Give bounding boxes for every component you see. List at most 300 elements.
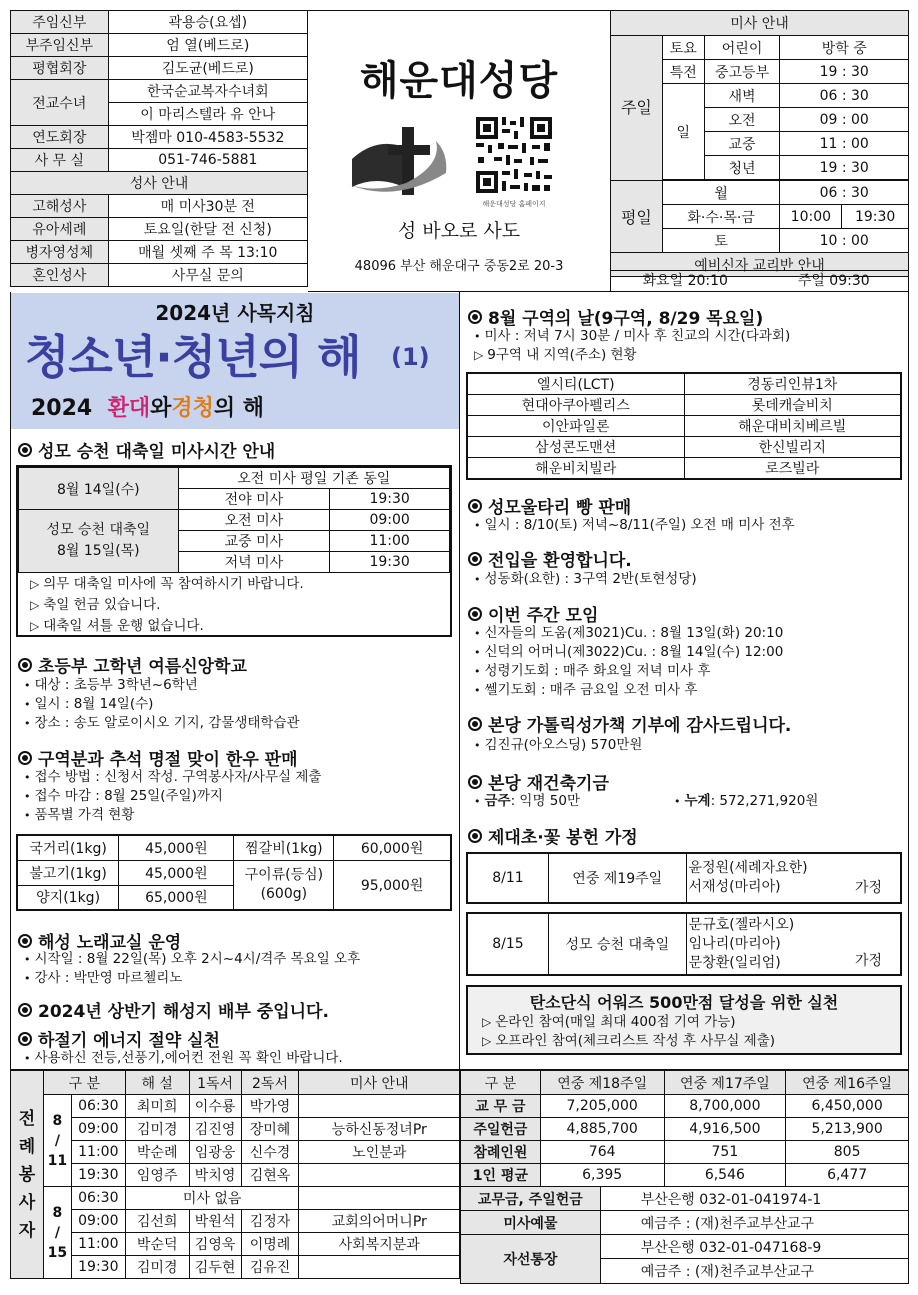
mass-time: 11:00 xyxy=(330,531,450,552)
item-text: 시작일 : 8월 22일(목) 오후 2시~4시/격주 목요일 오후 xyxy=(34,951,361,967)
list-item: • 사용하신 전등,선풍기,에어컨 전원 꼭 확인 바랍니다. xyxy=(24,1050,343,1066)
bank-label: 미사예물 xyxy=(461,1211,601,1235)
mass-time: 19:30 xyxy=(330,552,450,573)
bread-items xyxy=(466,516,795,535)
mass-kind: 중고등부 xyxy=(704,60,780,84)
item-text: 신덕의 어머니(제3022)Cu. : 8월 14일(수) 12:00 xyxy=(484,644,784,660)
item-text: 9구역 내 지역(주소) 현황 xyxy=(487,347,637,363)
altar-table-2 xyxy=(466,912,902,976)
section-summer-school xyxy=(18,652,247,677)
date-cell xyxy=(19,510,179,573)
altar-names xyxy=(686,913,901,975)
weekday-kind: 토 xyxy=(662,229,780,253)
list-item: • 일시 : 8/10(토) 저녁~8/11(주일) 오전 매 미사 전후 xyxy=(474,517,795,533)
item-text: 일시 : 8월 14일(수) xyxy=(34,696,154,712)
feast-name: 성모 승천 대축일 xyxy=(46,522,151,538)
mass-time: 19 : 30 xyxy=(780,60,909,84)
server-time: 06:30 xyxy=(71,1095,125,1118)
bullet-icon xyxy=(468,310,482,324)
finance-value: 6,450,000 xyxy=(786,1095,909,1118)
item-text: 품목별 가격 현황 xyxy=(34,807,135,823)
triangle-icon: ▷ xyxy=(30,598,40,612)
mass-kind: 새벽 xyxy=(704,84,780,108)
list-item xyxy=(468,1013,900,1032)
item-text: 접수 방법 : 신청서 작성. 구역봉사자/사무실 제출 xyxy=(34,769,322,785)
church-logo-icon xyxy=(346,115,456,205)
mass-kind: 교중 xyxy=(704,132,780,156)
server-name: 임영주 xyxy=(125,1164,189,1187)
finance-value: 4,916,500 xyxy=(664,1118,786,1141)
hanwoo-items xyxy=(16,768,321,825)
price-table xyxy=(16,834,452,911)
triangle-icon: ▷ xyxy=(474,348,484,362)
server-time: 09:00 xyxy=(71,1118,125,1141)
energy-items xyxy=(16,1049,343,1068)
section-title: 2024년 상반기 해성지 배부 중입니다. xyxy=(38,1002,329,1022)
item-text: 대상 : 초등부 3학년~6학년 xyxy=(34,677,198,693)
bullet-icon xyxy=(468,717,482,731)
section-title: 제대초·꽃 봉헌 가정 xyxy=(488,828,638,848)
sat-label: 토요 xyxy=(662,36,704,60)
price-value: 60,000원 xyxy=(334,835,451,860)
list-item: • 신덕의 어머니(제3022)Cu. : 8월 14일(수) 12:00 xyxy=(474,644,784,660)
server-name: 박순덕 xyxy=(125,1233,189,1256)
meeting-items xyxy=(466,624,783,700)
finance-label: 주일헌금 xyxy=(461,1118,541,1141)
item-text: 신자들의 도움(제3021)Cu. : 8월 13일(화) 20:10 xyxy=(484,625,784,641)
item-text: 미사 : 저녁 7시 30분 / 미사 후 친교의 시간(다과회) xyxy=(484,328,791,344)
price-value: 65,000원 xyxy=(119,885,234,910)
price-value: 45,000원 xyxy=(119,835,234,860)
mass-time: 19:30 xyxy=(330,489,450,510)
feast-date: 8월 15일(목) xyxy=(56,543,140,559)
church-address: 48096 부산 해운대구 중동2로 20-3 xyxy=(354,259,564,274)
section-fund xyxy=(468,769,609,794)
server-name: 박치영 xyxy=(189,1164,241,1187)
section-title: 전입을 환영합니다. xyxy=(488,551,632,571)
mass-title: 미사 안내 xyxy=(611,11,909,36)
note-item xyxy=(24,596,450,615)
side-char: 자 xyxy=(18,1220,36,1241)
server-name: 김두현 xyxy=(189,1256,241,1279)
triangle-icon: ▷ xyxy=(30,619,40,633)
patron-saint: 성 바오로 사도 xyxy=(397,220,521,242)
server-name: 김정자 xyxy=(241,1210,299,1233)
bank-label: 교무금, 주일헌금 xyxy=(461,1187,601,1211)
server-name: 김선희 xyxy=(125,1210,189,1233)
banner-hospitality: 환대 xyxy=(107,396,151,421)
item-text: 접수 마감 : 8월 25일(주일)까지 xyxy=(34,788,223,804)
list-item xyxy=(466,346,790,365)
server-time: 19:30 xyxy=(71,1256,125,1279)
list-item: • 접수 방법 : 신청서 작성. 구역봉사자/사무실 제출 xyxy=(24,769,322,785)
section-bread xyxy=(468,493,631,518)
server-note: 사회복지분과 xyxy=(299,1233,460,1256)
mass-time: 방학 중 xyxy=(780,36,909,60)
list-item: • 일시 : 8월 14일(수) xyxy=(24,696,154,712)
altar-date: 8/15 xyxy=(467,913,548,975)
finance-label: 교 무 금 xyxy=(461,1095,541,1118)
bank-label: 자선통장 xyxy=(461,1235,601,1284)
price-value: 45,000원 xyxy=(119,860,234,885)
district-cell: 해운비치빌라 xyxy=(467,458,684,480)
il-label: 일 xyxy=(662,84,704,180)
side-char: 봉 xyxy=(18,1164,36,1185)
fund-total-label: 누계 xyxy=(684,793,711,809)
section-title: 8월 구역의 날(9구역, 8/29 목요일) xyxy=(488,309,764,329)
price-item: 불고기(1kg) xyxy=(17,860,119,885)
banner-title: 청소년·청년의 해 xyxy=(25,330,361,384)
bullet-icon xyxy=(468,775,482,789)
sacrament-label: 혼인성사 xyxy=(11,264,109,287)
servers-table xyxy=(10,1070,460,1279)
server-name: 김현옥 xyxy=(241,1164,299,1187)
server-name: 이수룡 xyxy=(189,1095,241,1118)
bullet-icon xyxy=(468,552,482,566)
server-date xyxy=(43,1187,71,1279)
finance-value: 6,546 xyxy=(664,1164,786,1187)
mass-name: 전야 미사 xyxy=(178,489,330,510)
price-item: 찜갈비(1kg) xyxy=(234,835,334,860)
district-cell: 한신빌리지 xyxy=(684,437,901,458)
weekday-time-2: 19:30 xyxy=(842,205,909,229)
altar-family: 가정 xyxy=(854,880,882,896)
info-label: 사 무 실 xyxy=(11,149,109,172)
server-time: 19:30 xyxy=(71,1164,125,1187)
assumption-table xyxy=(18,467,450,573)
district-cell: 삼성콘도맨션 xyxy=(467,437,684,458)
banner-number: (1) xyxy=(391,343,430,371)
finance-value: 6,395 xyxy=(540,1164,664,1187)
finance-head: 연중 제17주일 xyxy=(664,1071,786,1095)
section-altar xyxy=(468,823,638,848)
altar-table-1 xyxy=(466,852,902,904)
mass-kind: 어린이 xyxy=(704,36,780,60)
date-part: / xyxy=(54,1132,60,1149)
info-value: 엄 열(베드로) xyxy=(108,34,307,57)
bullet-icon xyxy=(18,658,32,672)
sacrament-value: 매월 셋째 주 목 13:10 xyxy=(108,241,307,264)
catechumen-tue: 화요일 20:10 xyxy=(642,273,728,289)
mass-time: 06 : 30 xyxy=(780,84,909,108)
district-items xyxy=(466,327,790,365)
server-name: 장미혜 xyxy=(241,1118,299,1141)
note-text: 의무 대축일 미사에 꼭 참여하시기 바랍니다. xyxy=(43,576,304,592)
finance-value: 6,477 xyxy=(786,1164,909,1187)
servers-head: 1독서 xyxy=(189,1071,241,1095)
item-text: 사용하신 전등,선풍기,에어컨 전원 꼭 확인 바랍니다. xyxy=(34,1050,343,1066)
side-char: 사 xyxy=(18,1192,36,1213)
server-note: 능하신동정녀Pr xyxy=(299,1118,460,1141)
bank-table xyxy=(460,1186,909,1284)
server-name: 임광웅 xyxy=(189,1141,241,1164)
server-note: 교회의어머니Pr xyxy=(299,1210,460,1233)
servers-side xyxy=(11,1071,44,1279)
item-text: 강사 : 박만영 마르첼리노 xyxy=(34,970,183,986)
bullet-icon xyxy=(18,443,32,457)
server-time: 06:30 xyxy=(71,1187,125,1210)
finance-table xyxy=(460,1070,909,1187)
bank-holder: 예금주 : (재)천주교부산교구 xyxy=(600,1259,908,1284)
info-value: 051-746-5881 xyxy=(108,149,307,172)
item-text: 성동화(요한) : 3구역 2반(토현성당) xyxy=(484,571,697,587)
qr-code[interactable] xyxy=(474,115,554,195)
finance-value: 7,205,000 xyxy=(540,1095,664,1118)
server-note xyxy=(299,1187,460,1210)
bullet-icon xyxy=(468,607,482,621)
finance-value: 4,885,700 xyxy=(540,1118,664,1141)
mass-kind: 오전 xyxy=(704,108,780,132)
triangle-icon: ▷ xyxy=(30,577,40,591)
note-item xyxy=(24,617,450,636)
bank-holder: 예금주 : (재)천주교부산교구 xyxy=(600,1211,908,1235)
list-item: • 접수 마감 : 8월 25일(주일)까지 xyxy=(24,788,223,804)
assumption-notes xyxy=(18,573,450,636)
server-time: 11:00 xyxy=(71,1141,125,1164)
item-text: 쎌기도회 : 매주 금요일 오전 미사 후 xyxy=(484,682,698,698)
item-text: 장소 : 송도 알로이시오 기지, 감물생태학습관 xyxy=(34,715,300,731)
list-item: • 시작일 : 8월 22일(목) 오후 2시~4시/격주 목요일 오후 xyxy=(24,951,361,967)
price-item-name: 구이류(등심) xyxy=(244,866,324,883)
list-item: • 대상 : 초등부 3학년~6학년 xyxy=(24,677,198,693)
district-cell: 엘시티(LCT) xyxy=(467,373,684,395)
list-item: • 금주: 익명 50만 • 누계: 572,271,920원 xyxy=(474,793,819,809)
sacrament-label: 유아세례 xyxy=(11,218,109,241)
date-part: 11 xyxy=(47,1152,68,1169)
district-table xyxy=(466,372,902,480)
server-name: 김유진 xyxy=(241,1256,299,1279)
bullet-icon xyxy=(18,751,32,765)
assumption-box xyxy=(16,465,452,637)
server-name: 박순례 xyxy=(125,1141,189,1164)
section-hanwoo xyxy=(18,745,298,770)
list-item: • 장소 : 송도 알로이시오 기지, 감물생태학습관 xyxy=(24,715,300,731)
info-value: 박젬마 010-4583-5532 xyxy=(108,126,307,149)
date-cell: 8월 14일(수) xyxy=(19,468,179,510)
sunday-text: 주일 xyxy=(620,98,652,117)
welcome-items xyxy=(466,570,697,589)
item-text: 성령기도회 : 매주 화요일 저녁 미사 후 xyxy=(484,663,711,679)
altar-occasion: 연중 제19주일 xyxy=(548,853,686,903)
finance-value: 764 xyxy=(540,1141,664,1164)
section-hymnal xyxy=(468,711,791,736)
district-cell: 경동리인뷰1차 xyxy=(684,373,901,395)
section-title: 성모 승천 대축일 미사시간 안내 xyxy=(38,442,276,462)
catechumen-sun: 주일 09:30 xyxy=(797,273,870,289)
banner-listening: 경청 xyxy=(171,396,214,421)
sacrament-value: 매 미사30분 전 xyxy=(108,195,307,218)
weekday-time: 10:00 xyxy=(780,205,842,229)
price-item: 양지(1kg) xyxy=(17,885,119,910)
altar-name: 서재성(마리아) xyxy=(688,879,781,895)
altar-family: 가정 xyxy=(854,953,882,969)
item-text: 일시 : 8/10(토) 저녁~8/11(주일) 오전 매 미사 전후 xyxy=(484,517,795,533)
finance-value: 805 xyxy=(786,1141,909,1164)
info-label: 주임신부 xyxy=(11,11,109,34)
mass-time: 11 : 00 xyxy=(780,132,909,156)
district-cell: 현대아쿠아펠리스 xyxy=(467,395,684,416)
section-title: 이번 주간 모임 xyxy=(488,606,599,626)
servers-head: 구 분 xyxy=(43,1071,125,1095)
servers-head: 2독서 xyxy=(241,1071,299,1095)
server-name: 김미경 xyxy=(125,1118,189,1141)
triangle-icon: ▷ xyxy=(482,1015,492,1029)
fund-total-value: : 572,271,920원 xyxy=(710,793,819,809)
server-time: 09:00 xyxy=(71,1210,125,1233)
mass-note: 오전 미사 평일 기존 동일 xyxy=(178,468,449,489)
info-label: 전교수녀 xyxy=(11,80,109,126)
finance-head: 연중 제18주일 xyxy=(540,1071,664,1095)
finance-value: 751 xyxy=(664,1141,786,1164)
server-note: 노인분과 xyxy=(299,1141,460,1164)
server-note xyxy=(299,1095,460,1118)
hymnal-items xyxy=(466,736,642,755)
side-char: 례 xyxy=(18,1136,36,1157)
section-haesung xyxy=(18,997,329,1022)
info-label: 부주임신부 xyxy=(11,34,109,57)
mass-kind: 청년 xyxy=(704,156,780,180)
date-part: / xyxy=(54,1224,60,1241)
section-title: 본당 가톨릭성가책 기부에 감사드립니다. xyxy=(488,716,792,736)
section-energy xyxy=(18,1026,220,1051)
triangle-icon: ▷ xyxy=(482,1034,492,1048)
server-name: 김진영 xyxy=(189,1118,241,1141)
price-value: 95,000원 xyxy=(334,860,451,910)
finance-value: 5,213,900 xyxy=(786,1118,909,1141)
altar-names xyxy=(686,853,901,903)
server-time: 11:00 xyxy=(71,1233,125,1256)
server-name: 신수경 xyxy=(241,1141,299,1164)
bullet-icon xyxy=(468,499,482,513)
server-name: 최미희 xyxy=(125,1095,189,1118)
server-name: 김영욱 xyxy=(189,1233,241,1256)
mass-time: 09:00 xyxy=(330,510,450,531)
section-assumption xyxy=(18,437,275,462)
list-item: • 쎌기도회 : 매주 금요일 오전 미사 후 xyxy=(474,682,698,698)
altar-name: 문규호(젤라시오) xyxy=(688,916,795,933)
banner-and: 와 xyxy=(150,396,172,421)
weekday-time: 10 : 00 xyxy=(780,229,909,253)
section-title: 해성 노래교실 운영 xyxy=(38,933,182,953)
servers-head: 해 설 xyxy=(125,1071,189,1095)
section-title: 하절기 에너지 절약 실천 xyxy=(38,1031,220,1051)
catechumen-times xyxy=(610,270,909,292)
list-item: • 품목별 가격 현황 xyxy=(24,807,135,823)
bank-account: 부산은행 032-01-041974-1 xyxy=(600,1187,908,1211)
list-item xyxy=(468,1032,900,1051)
district-cell: 롯데캐슬비치 xyxy=(684,395,901,416)
item-text: 오프라인 참여(체크리스트 작성 후 사무실 제출) xyxy=(495,1033,776,1049)
sacrament-title: 성사 안내 xyxy=(11,172,308,195)
date-part: 8 xyxy=(52,1112,63,1129)
server-note xyxy=(299,1256,460,1279)
mass-name: 저녁 미사 xyxy=(178,552,330,573)
section-title: 구역분과 추석 명절 맞이 한우 판매 xyxy=(38,750,298,770)
altar-name: 문창환(일리엄) xyxy=(688,954,781,971)
info-table xyxy=(10,10,308,287)
pastoral-banner xyxy=(11,293,459,429)
section-meetings xyxy=(468,601,598,626)
server-name: 박원석 xyxy=(189,1210,241,1233)
carbon-box xyxy=(466,985,902,1055)
weekday-time: 06 : 30 xyxy=(780,181,909,205)
info-label: 평협회장 xyxy=(11,57,109,80)
bullet-icon xyxy=(468,829,482,843)
price-item: 국거리(1kg) xyxy=(17,835,119,860)
section-district-day xyxy=(468,304,763,329)
list-item: • 성동화(요한) : 3구역 2반(토현성당) xyxy=(474,571,697,587)
info-value: 곽용승(요셉) xyxy=(108,11,307,34)
special-label: 특전 xyxy=(662,60,704,84)
item-text: 김진규(아오스딩) 570만원 xyxy=(484,737,643,753)
finance-label: 참례인원 xyxy=(461,1141,541,1164)
server-name: 김미경 xyxy=(125,1256,189,1279)
price-item xyxy=(234,860,334,910)
note-item xyxy=(24,575,450,594)
fund-items xyxy=(466,792,902,811)
section-title: 초등부 고학년 여름신앙학교 xyxy=(38,657,247,677)
song-class-items xyxy=(16,950,360,988)
weekday-kind: 화·수·목·금 xyxy=(662,205,780,229)
banner-top: 2024년 사목지침 xyxy=(155,301,315,325)
sunday-label xyxy=(611,36,663,181)
sacrament-label: 고해성사 xyxy=(11,195,109,218)
district-cell: 해운대비치베르빌 xyxy=(684,416,901,437)
weekday-kind: 월 xyxy=(662,181,780,205)
mass-name: 교중 미사 xyxy=(178,531,330,552)
server-name: 이명례 xyxy=(241,1233,299,1256)
servers-head: 미사 안내 xyxy=(299,1071,460,1095)
mass-time: 09 : 00 xyxy=(780,108,909,132)
server-date xyxy=(43,1095,71,1187)
server-name: 박가영 xyxy=(241,1095,299,1118)
weekday-label: 평일 xyxy=(611,181,663,253)
altar-name: 윤정원(세례자요한) xyxy=(688,860,808,876)
sacrament-value: 토요일(한달 전 신청) xyxy=(108,218,307,241)
mass-table xyxy=(610,10,909,277)
district-cell: 이안파일론 xyxy=(467,416,684,437)
summer-school-items xyxy=(16,676,300,733)
list-item: • 신자들의 도움(제3021)Cu. : 8월 13일(화) 20:10 xyxy=(474,625,784,641)
note-text: 축일 헌금 있습니다. xyxy=(43,597,161,613)
church-name: 해운대성당 xyxy=(359,58,559,104)
qr-caption: 해운대성당 홈페이지 xyxy=(482,200,546,208)
info-value: 김도균(베드로) xyxy=(108,57,307,80)
bank-account: 부산은행 032-01-047168-9 xyxy=(600,1235,908,1259)
info-label: 연도회장 xyxy=(11,126,109,149)
section-title: 본당 재건축기금 xyxy=(488,774,609,794)
list-item: • 미사 : 저녁 7시 30분 / 미사 후 친교의 시간(다과회) xyxy=(474,328,791,344)
bullet-icon xyxy=(18,934,32,948)
list-item: • 강사 : 박만영 마르첼리노 xyxy=(24,970,183,986)
altar-date: 8/11 xyxy=(467,853,548,903)
bullet-icon xyxy=(18,1032,32,1046)
carbon-title: 탄소단식 어워즈 500만점 달성을 위한 실천 xyxy=(529,993,839,1012)
banner-sub xyxy=(31,391,264,422)
note-text: 대축일 셔틀 운행 없습니다. xyxy=(43,618,204,634)
section-welcome xyxy=(468,546,632,571)
mass-name: 오전 미사 xyxy=(178,510,330,531)
list-item: • 김진규(아오스딩) 570만원 xyxy=(474,737,643,753)
server-note xyxy=(299,1164,460,1187)
section-title: 성모울타리 빵 판매 xyxy=(488,498,632,518)
fund-week-value: : 익명 50만 xyxy=(510,793,581,809)
list-item: • 성령기도회 : 매주 화요일 저녁 미사 후 xyxy=(474,663,711,679)
sacrament-value: 사무실 문의 xyxy=(108,264,307,287)
price-item-weight: (600g) xyxy=(260,885,308,902)
date-part: 8 xyxy=(52,1204,63,1221)
info-value: 이 마리스텔라 유 안나 xyxy=(108,103,307,126)
